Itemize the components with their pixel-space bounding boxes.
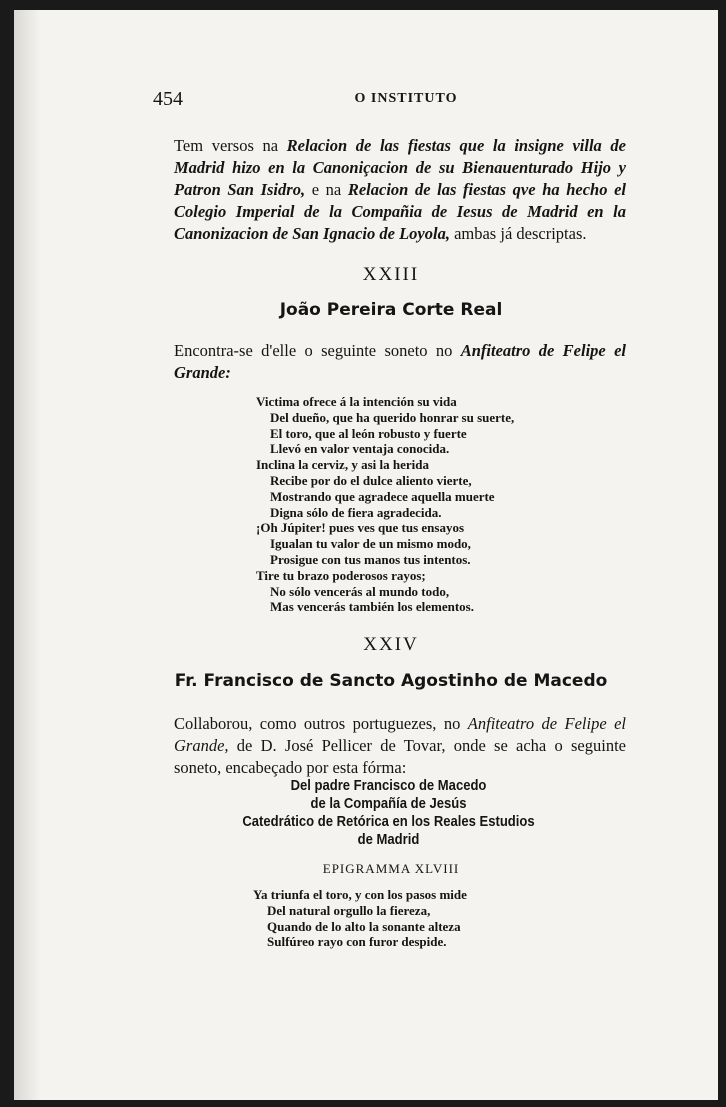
section-23-numeral: XXIII [362,264,420,285]
intro-paragraph [156,135,626,245]
section-24-author: Fr. Francisco de Sancto Agostinho de Macedo [174,671,608,691]
dedication-line: Del padre Francisco de Macedo [290,778,487,794]
poem-line: Del dueño, que ha querido honrar su suerte, [270,409,515,425]
poem-line: Del natural orgullo la fiereza, [267,902,431,918]
intro-italic-1: Relacion de las fiestas que la insigne villa de Madrid hizo en la Canoniçacion de su Bienauenturado Hijo y Patron San Isidro, [174,136,626,199]
intro-italic-2: Relacion de las fiestas qve ha hecho el Colegio Imperial de la Compañia de Iesus de Madrid en la Canonizacion de San Ignacio de Loyola, [174,180,627,243]
section-24-text-2: de D. José Pellicer de Tovar, onde se acha o seguinte soneto, encabeçado por esta fórma: [174,736,626,777]
page-shadow-edge [14,10,40,1100]
intro-text-1: Tem versos na [174,136,287,155]
sonnet-section-23 [256,394,514,615]
page-header [14,88,718,112]
section-24-italic: Anfiteatro de Felipe el Grande, [174,714,626,755]
dedication-line: de Madrid [357,832,420,848]
dedication-line: Catedrático de Retórica en los Reales Estudios [242,814,535,830]
poem-line: Ya triunfa el toro, y con los pasos mide [253,887,467,902]
poem-line: Mostrando que agradece aquella muerte [270,488,495,504]
poem-line: Digna sólo de fiera agradecida. [270,504,442,520]
section-24-intro [156,713,626,779]
intro-text-3: ambas já descriptas. [449,224,587,243]
epigram-title: EPIGRAMMA XLVIII [322,861,460,876]
poem-line: Mas vencerás también los elementos. [270,599,474,615]
section-23-intro-italic: Anfiteatro de Felipe el Grande: [174,341,626,382]
section-24-text-1: Collaborou, como outros portuguezes, no [174,714,468,733]
poem-line: Inclina la cerviz, y asi la herida [256,457,429,473]
poem-line: Quando de lo alto la sonante alteza [267,918,461,934]
section-23-author: João Pereira Corte Real [279,300,503,320]
intro-text-2: e na [305,180,348,199]
poem-line: El toro, que al león robusto y fuerte [270,425,467,441]
section-23-intro-text: Encontra-se d'elle o seguinte soneto no [174,341,461,360]
poem-line: No sólo vencerás al mundo todo, [270,583,450,599]
page-number: 454 [153,88,183,110]
section-24-numeral: XXIV [363,634,419,655]
dedication [49,777,683,849]
poem-line: Sulfúreo rayo con furor despide. [267,934,447,950]
dedication-line: de la Compañía de Jesús [310,796,467,812]
poem-line: Llevó en valor ventaja conocida. [270,441,450,457]
poem-line: Recibe por do el dulce aliento vierte, [270,472,472,488]
poem-line: Prosigue con tus manos tus intentos. [270,551,471,567]
book-page [14,10,718,1100]
section-23-intro [156,340,626,384]
poem-line: Victima ofrece á la intención su vida [256,394,457,409]
sonnet-section-24 [253,887,467,950]
running-title: O INSTITUTO [354,91,458,106]
poem-line: Igualan tu valor de un mismo modo, [270,536,471,552]
poem-line: Tire tu brazo poderosos rayos; [256,567,426,583]
poem-line: ¡Oh Júpiter! pues ves que tus ensayos [256,520,465,536]
